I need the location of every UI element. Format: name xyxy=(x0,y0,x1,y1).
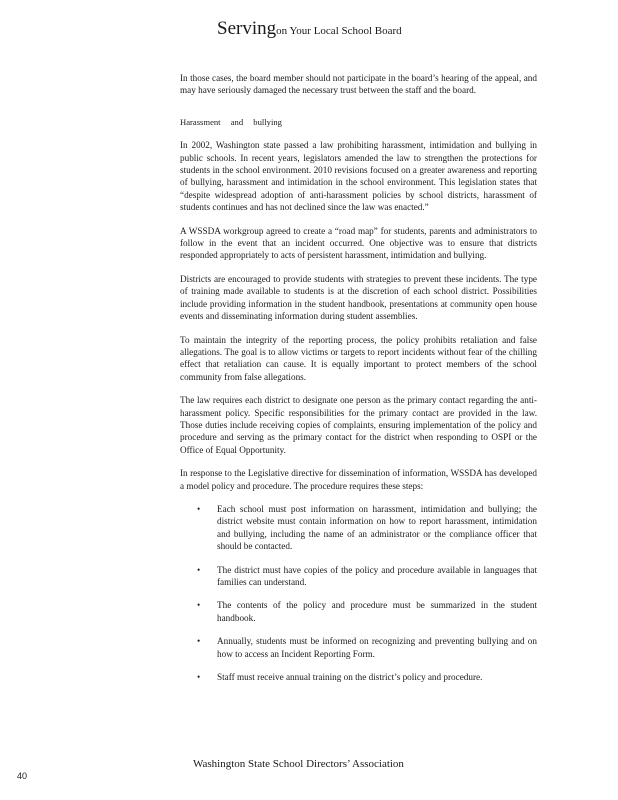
header-title-rest: on Your Local School Board xyxy=(276,25,402,37)
list-item-text: Annually, students must be informed on recognizing and preventing bullying and on how to access an Incident Reporting Form. xyxy=(217,636,537,659)
list-item xyxy=(180,599,537,624)
intro-paragraph: In those cases, the board member should not participate in the board’s hearing of the appeal, and may have seriously damaged the necessary trust between the staff and the board. xyxy=(180,73,537,96)
paragraph-primary-contact: The law requires each district to designate one person as the primary contact regarding the anti-harassment policy. Specific responsibilities for the primary contact are provided in the law. Those duties include receiving copies of complaints, ensuring implementation of the policy and procedure and serving as the primary contact for the district when responding to OSPI or the Office of Equal Opportunity. xyxy=(180,395,537,455)
list-item-text: The district must have copies of the policy and procedure available in languages that families can understand. xyxy=(217,564,537,587)
list-item-text: Each school must post information on harassment, intimidation and bullying; the district website must contain information on how to report harassment, intimidation and bullying, including the name of an administrator or the compliance officer that should be contacted. xyxy=(217,503,537,552)
paragraph-model-policy: In response to the Legislative directive for dissemination of information, WSSDA has developed a model policy and procedure. The procedure requires these steps: xyxy=(180,468,537,491)
running-footer: Washington State School Directors’ Association xyxy=(193,758,404,770)
header-lead-word: Serving xyxy=(217,18,277,39)
paragraph-strategies: Districts are encouraged to provide students with strategies to prevent these incidents. The type of training made available to students is at the discretion of each school district. Possibilities include providing information in the student handbook, presentations at community open house events and disseminating information during student assemblies. xyxy=(180,273,537,322)
section-heading: Harassment and bullying xyxy=(180,116,282,127)
paragraph-law-2002: In 2002, Washington state passed a law prohibiting harassment, intimidation and bullying in public schools. In recent years, legislators amended the law to strengthen the protections for students in the school environment. 2010 revisions focused on a greater awareness and reporting of bullying, harassment and intimidation in the school environment. This legislation states that “despite widespread adoption of anti-harassment policies by school districts, harassment of students continues and has not declined since the law was enacted.” xyxy=(180,140,537,213)
page-body xyxy=(180,72,537,694)
bullet-glyph: • xyxy=(197,503,201,514)
bullet-glyph: • xyxy=(197,672,201,683)
bullet-glyph: • xyxy=(197,636,201,647)
paragraph-retaliation: To maintain the integrity of the reporting process, the policy prohibits retaliation and false allegations. The goal is to allow victims or targets to report incidents without fear of the chilling effect that retaliation can cause. It is equally important to protect members of the school community from false allegations. xyxy=(180,334,537,382)
list-item xyxy=(180,671,537,683)
running-header xyxy=(217,18,402,40)
list-item xyxy=(180,564,537,589)
bullet-glyph: • xyxy=(197,600,201,611)
page-number: 40 xyxy=(17,771,28,781)
procedure-steps-list xyxy=(180,503,537,683)
list-item xyxy=(180,503,537,553)
bullet-glyph: • xyxy=(197,564,201,575)
list-item-text: Staff must receive annual training on the district’s policy and procedure. xyxy=(217,672,483,683)
list-item xyxy=(180,635,537,660)
list-item-text: The contents of the policy and procedure must be summarized in the student handbook. xyxy=(217,600,537,623)
paragraph-workgroup: A WSSDA workgroup agreed to create a “road map” for students, parents and administrators to follow in the event that an incident occurred. One objective was to ensure that districts responded appropriately to acts of persistent harassment, intimidation and bullying. xyxy=(180,225,537,261)
